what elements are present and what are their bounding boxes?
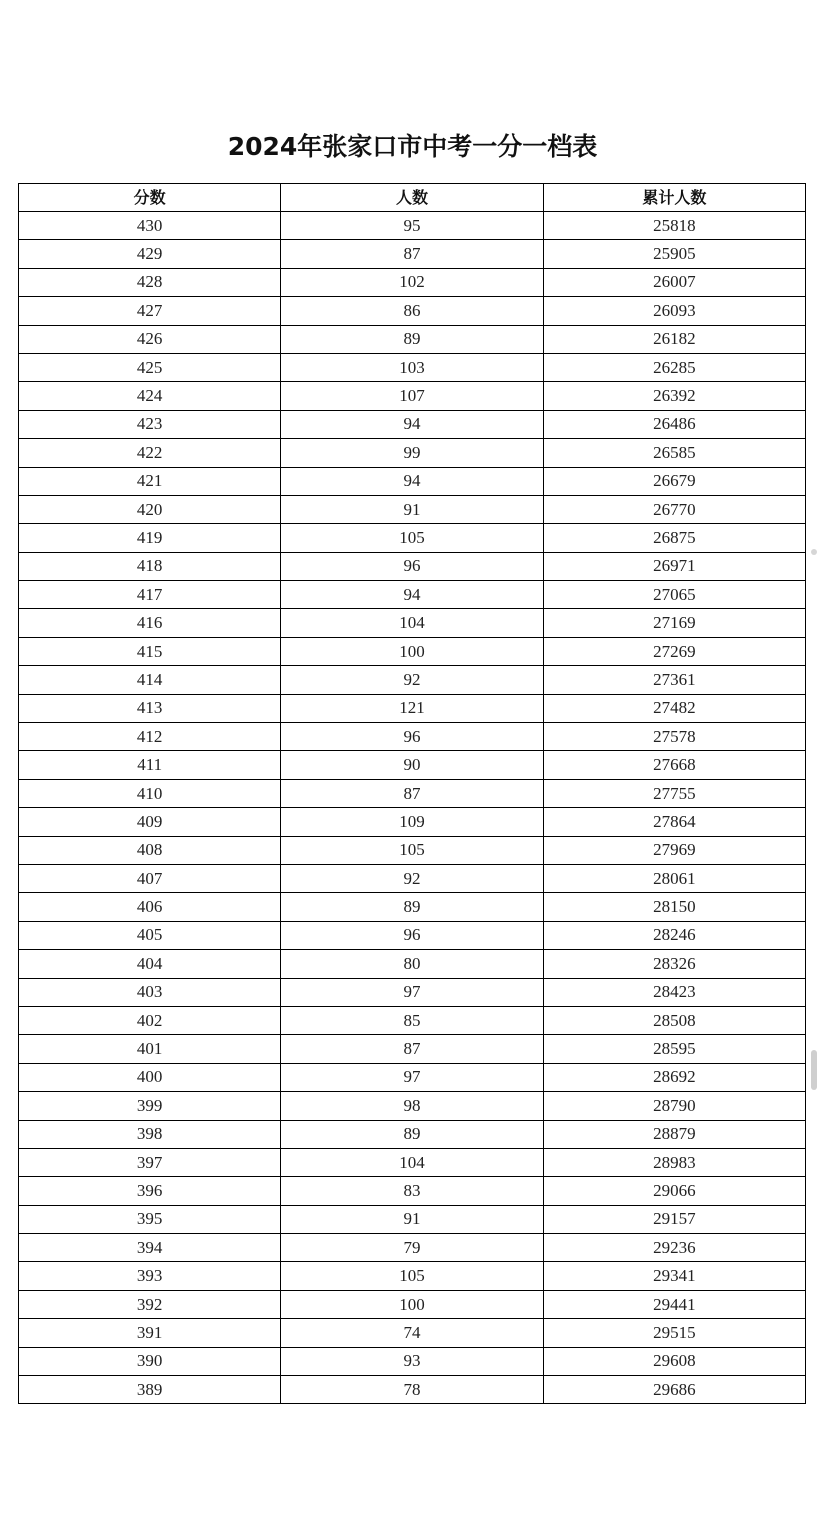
cell-count: 91	[281, 495, 543, 523]
table-row	[19, 1092, 806, 1120]
cell-count: 121	[281, 694, 543, 722]
table-row	[19, 950, 806, 978]
cell-count: 91	[281, 1205, 543, 1233]
cell-count: 102	[281, 268, 543, 296]
table-row	[19, 495, 806, 523]
cell-count: 99	[281, 439, 543, 467]
table-row	[19, 1177, 806, 1205]
cell-count: 100	[281, 1290, 543, 1318]
table-row	[19, 439, 806, 467]
cell-score: 416	[19, 609, 281, 637]
cell-cumulative: 26585	[543, 439, 805, 467]
table-row	[19, 808, 806, 836]
cell-count: 86	[281, 297, 543, 325]
cell-count: 96	[281, 723, 543, 751]
table-row	[19, 410, 806, 438]
table-row	[19, 1148, 806, 1176]
cell-cumulative: 26971	[543, 552, 805, 580]
cell-cumulative: 26182	[543, 325, 805, 353]
header-cumulative: 累计人数	[543, 184, 805, 212]
cell-cumulative: 27482	[543, 694, 805, 722]
cell-score: 423	[19, 410, 281, 438]
cell-cumulative: 29441	[543, 1290, 805, 1318]
cell-count: 85	[281, 1006, 543, 1034]
table-row	[19, 325, 806, 353]
cell-cumulative: 28423	[543, 978, 805, 1006]
cell-cumulative: 26486	[543, 410, 805, 438]
cell-count: 80	[281, 950, 543, 978]
cell-count: 90	[281, 751, 543, 779]
cell-count: 96	[281, 921, 543, 949]
cell-score: 412	[19, 723, 281, 751]
cell-score: 428	[19, 268, 281, 296]
cell-score: 395	[19, 1205, 281, 1233]
cell-score: 418	[19, 552, 281, 580]
table-row	[19, 921, 806, 949]
cell-count: 105	[281, 836, 543, 864]
cell-score: 398	[19, 1120, 281, 1148]
cell-cumulative: 28879	[543, 1120, 805, 1148]
cell-count: 94	[281, 581, 543, 609]
table-row	[19, 1347, 806, 1375]
cell-score: 396	[19, 1177, 281, 1205]
table-row	[19, 1234, 806, 1262]
cell-cumulative: 27668	[543, 751, 805, 779]
cell-count: 107	[281, 382, 543, 410]
table-row	[19, 694, 806, 722]
header-score: 分数	[19, 184, 281, 212]
cell-count: 93	[281, 1347, 543, 1375]
cell-count: 105	[281, 524, 543, 552]
table-row	[19, 1290, 806, 1318]
cell-cumulative: 28061	[543, 864, 805, 892]
cell-score: 404	[19, 950, 281, 978]
cell-score: 392	[19, 1290, 281, 1318]
cell-cumulative: 29686	[543, 1376, 805, 1404]
cell-count: 96	[281, 552, 543, 580]
header-count: 人数	[281, 184, 543, 212]
cell-score: 415	[19, 637, 281, 665]
table-row	[19, 666, 806, 694]
cell-score: 390	[19, 1347, 281, 1375]
table-row	[19, 609, 806, 637]
cell-cumulative: 29515	[543, 1319, 805, 1347]
cell-cumulative: 27578	[543, 723, 805, 751]
cell-score: 394	[19, 1234, 281, 1262]
table-row	[19, 467, 806, 495]
cell-cumulative: 27269	[543, 637, 805, 665]
table-row	[19, 779, 806, 807]
cell-score: 399	[19, 1092, 281, 1120]
cell-cumulative: 28692	[543, 1063, 805, 1091]
cell-cumulative: 25818	[543, 212, 805, 240]
cell-count: 87	[281, 779, 543, 807]
cell-count: 78	[281, 1376, 543, 1404]
cell-count: 92	[281, 864, 543, 892]
cell-cumulative: 27755	[543, 779, 805, 807]
table-row	[19, 637, 806, 665]
cell-score: 397	[19, 1148, 281, 1176]
cell-cumulative: 28246	[543, 921, 805, 949]
table-row	[19, 1262, 806, 1290]
table-row	[19, 1006, 806, 1034]
table-row	[19, 212, 806, 240]
cell-score: 426	[19, 325, 281, 353]
cell-count: 89	[281, 1120, 543, 1148]
table-row	[19, 552, 806, 580]
cell-cumulative: 28150	[543, 893, 805, 921]
table-body	[19, 212, 806, 1404]
cell-cumulative: 28983	[543, 1148, 805, 1176]
cell-score: 422	[19, 439, 281, 467]
cell-count: 79	[281, 1234, 543, 1262]
scrollbar-thumb[interactable]	[811, 1050, 817, 1090]
cell-score: 393	[19, 1262, 281, 1290]
cell-cumulative: 29341	[543, 1262, 805, 1290]
cell-score: 430	[19, 212, 281, 240]
table-row	[19, 382, 806, 410]
cell-score: 414	[19, 666, 281, 694]
cell-count: 100	[281, 637, 543, 665]
cell-count: 97	[281, 978, 543, 1006]
cell-count: 74	[281, 1319, 543, 1347]
table-row	[19, 751, 806, 779]
cell-cumulative: 29608	[543, 1347, 805, 1375]
cell-cumulative: 26392	[543, 382, 805, 410]
cell-cumulative: 26007	[543, 268, 805, 296]
cell-score: 427	[19, 297, 281, 325]
score-distribution-table	[18, 183, 806, 1404]
table-row	[19, 893, 806, 921]
table-row	[19, 1063, 806, 1091]
table-row	[19, 864, 806, 892]
cell-cumulative: 28595	[543, 1035, 805, 1063]
cell-cumulative: 28508	[543, 1006, 805, 1034]
cell-score: 407	[19, 864, 281, 892]
table-row	[19, 1120, 806, 1148]
cell-score: 391	[19, 1319, 281, 1347]
cell-score: 406	[19, 893, 281, 921]
cell-score: 403	[19, 978, 281, 1006]
table-row	[19, 524, 806, 552]
cell-cumulative: 29236	[543, 1234, 805, 1262]
table-row	[19, 581, 806, 609]
cell-score: 413	[19, 694, 281, 722]
table-row	[19, 353, 806, 381]
cell-score: 410	[19, 779, 281, 807]
cell-count: 94	[281, 467, 543, 495]
cell-cumulative: 26770	[543, 495, 805, 523]
cell-count: 97	[281, 1063, 543, 1091]
cell-cumulative: 27969	[543, 836, 805, 864]
cell-count: 103	[281, 353, 543, 381]
cell-cumulative: 27361	[543, 666, 805, 694]
cell-cumulative: 29066	[543, 1177, 805, 1205]
cell-score: 402	[19, 1006, 281, 1034]
cell-count: 104	[281, 1148, 543, 1176]
table-row	[19, 268, 806, 296]
table-row	[19, 240, 806, 268]
scroll-indicator-dot	[811, 549, 817, 555]
table-row	[19, 1376, 806, 1404]
cell-count: 92	[281, 666, 543, 694]
table-row	[19, 1319, 806, 1347]
cell-cumulative: 26679	[543, 467, 805, 495]
cell-score: 419	[19, 524, 281, 552]
cell-score: 389	[19, 1376, 281, 1404]
cell-cumulative: 25905	[543, 240, 805, 268]
cell-cumulative: 27065	[543, 581, 805, 609]
cell-score: 408	[19, 836, 281, 864]
cell-count: 95	[281, 212, 543, 240]
cell-count: 89	[281, 325, 543, 353]
cell-score: 420	[19, 495, 281, 523]
cell-cumulative: 27169	[543, 609, 805, 637]
page-title: 2024年张家口市中考一分一档表	[227, 132, 598, 161]
table-row	[19, 1205, 806, 1233]
cell-score: 400	[19, 1063, 281, 1091]
cell-cumulative: 28790	[543, 1092, 805, 1120]
cell-score: 409	[19, 808, 281, 836]
cell-cumulative: 29157	[543, 1205, 805, 1233]
cell-score: 411	[19, 751, 281, 779]
cell-cumulative: 28326	[543, 950, 805, 978]
cell-count: 87	[281, 240, 543, 268]
cell-cumulative: 26285	[543, 353, 805, 381]
cell-score: 429	[19, 240, 281, 268]
table-row	[19, 1035, 806, 1063]
cell-cumulative: 27864	[543, 808, 805, 836]
table-row	[19, 297, 806, 325]
cell-count: 109	[281, 808, 543, 836]
cell-count: 87	[281, 1035, 543, 1063]
cell-score: 421	[19, 467, 281, 495]
cell-score: 405	[19, 921, 281, 949]
cell-count: 83	[281, 1177, 543, 1205]
cell-count: 105	[281, 1262, 543, 1290]
cell-score: 425	[19, 353, 281, 381]
cell-cumulative: 26093	[543, 297, 805, 325]
cell-count: 104	[281, 609, 543, 637]
cell-cumulative: 26875	[543, 524, 805, 552]
cell-score: 424	[19, 382, 281, 410]
table-row	[19, 723, 806, 751]
cell-count: 98	[281, 1092, 543, 1120]
cell-count: 89	[281, 893, 543, 921]
table-header-row	[19, 184, 806, 212]
table-row	[19, 836, 806, 864]
table-row	[19, 978, 806, 1006]
cell-score: 401	[19, 1035, 281, 1063]
cell-count: 94	[281, 410, 543, 438]
cell-score: 417	[19, 581, 281, 609]
